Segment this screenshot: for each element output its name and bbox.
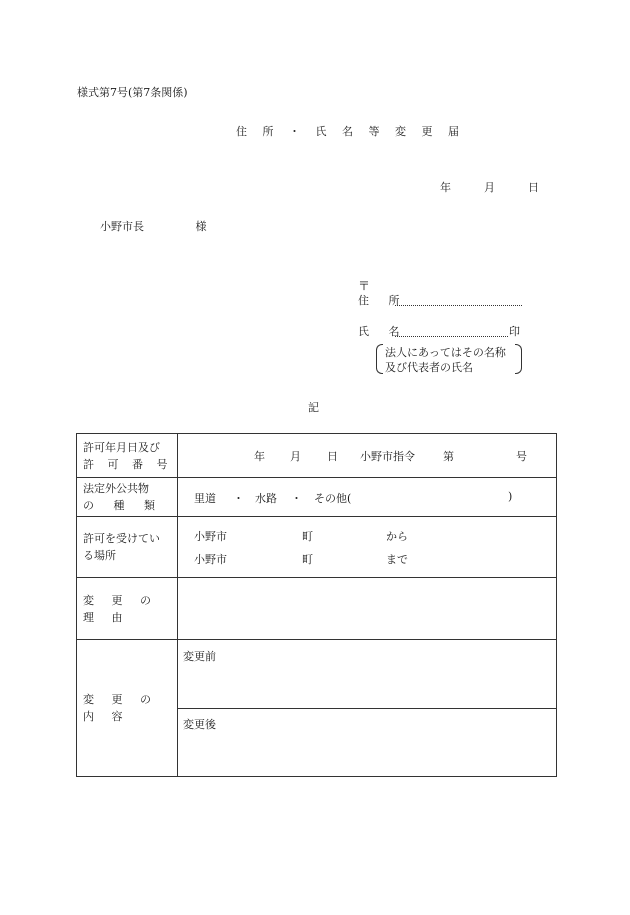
right-bracket: [515, 344, 522, 374]
label-line: る場所: [83, 549, 116, 562]
recipient-honorific: 様: [195, 220, 207, 233]
property-type-label: [77, 478, 178, 517]
postal-mark: 〒: [358, 279, 371, 293]
label-line: 許 可 番 号: [83, 457, 173, 471]
separator-dot: ・: [233, 492, 244, 505]
city-order: 小野市指令: [360, 450, 415, 463]
document-title: 住 所 ・ 氏 名 等 変 更 届: [236, 125, 465, 138]
table-row: [77, 640, 557, 709]
location-city-from: 小野市: [194, 530, 227, 543]
location-town-from: 町: [302, 530, 313, 543]
date-line: [440, 179, 539, 195]
note-line-1: 法人にあってはその名称: [385, 346, 506, 359]
table-row: [77, 434, 557, 478]
form-number: 様式第7号(第7条関係): [77, 86, 188, 99]
date-year: 年: [440, 181, 451, 194]
permit-date-cell[interactable]: [178, 434, 557, 478]
other-close-paren: ): [508, 490, 513, 503]
content-before-label: 変更前: [183, 650, 216, 663]
table-row: [77, 578, 557, 640]
option-other[interactable]: その他(: [314, 492, 352, 505]
name-field[interactable]: [395, 336, 508, 337]
option-suiro[interactable]: 水路: [255, 492, 277, 505]
left-bracket: [376, 344, 383, 374]
table-row: [77, 517, 557, 578]
location-cell[interactable]: [178, 517, 557, 578]
address-label: 住 所: [358, 294, 408, 307]
label-line: 法定外公共物: [83, 482, 149, 495]
label-line: 許可を受けてい: [83, 532, 160, 545]
reason-label: [77, 578, 178, 640]
content-label-text: 変 更 の 内 容: [83, 693, 158, 723]
content-after-cell[interactable]: [178, 709, 557, 777]
details-table: [76, 433, 557, 777]
location-from: から: [386, 530, 408, 543]
option-satomichi[interactable]: 里道: [194, 492, 216, 505]
name-label: 氏 名: [358, 325, 408, 338]
permit-date-label: [77, 434, 178, 478]
permit-gou: 号: [516, 450, 527, 463]
location-town-to: 町: [302, 553, 313, 566]
permit-day: 日: [327, 450, 338, 463]
permit-month: 月: [290, 450, 301, 463]
recipient-name: 小野市長: [100, 220, 144, 233]
reason-cell[interactable]: [178, 578, 557, 640]
ki-heading: 記: [308, 401, 319, 414]
property-type-cell[interactable]: [178, 478, 557, 517]
corporate-note: [376, 344, 522, 374]
table-row: [77, 478, 557, 517]
permit-dai: 第: [443, 450, 454, 463]
seal-mark: 印: [509, 325, 520, 338]
permit-year: 年: [254, 450, 265, 463]
recipient: [100, 218, 207, 234]
content-label: [77, 640, 178, 777]
location-city-to: 小野市: [194, 553, 227, 566]
location-to: まで: [386, 553, 408, 566]
label-line: の 種 類: [83, 499, 163, 512]
reason-label-text: 変 更 の 理 由: [83, 593, 158, 624]
content-after-label: 変更後: [183, 718, 216, 731]
address-field[interactable]: [395, 305, 522, 306]
date-month: 月: [484, 181, 495, 194]
location-label: [77, 517, 178, 578]
content-before-cell[interactable]: [178, 640, 557, 709]
note-line-2: 及び代表者の氏名: [385, 361, 473, 374]
label-line: 許可年月日及び: [83, 440, 160, 454]
separator-dot: ・: [291, 492, 302, 505]
date-day: 日: [528, 181, 539, 194]
